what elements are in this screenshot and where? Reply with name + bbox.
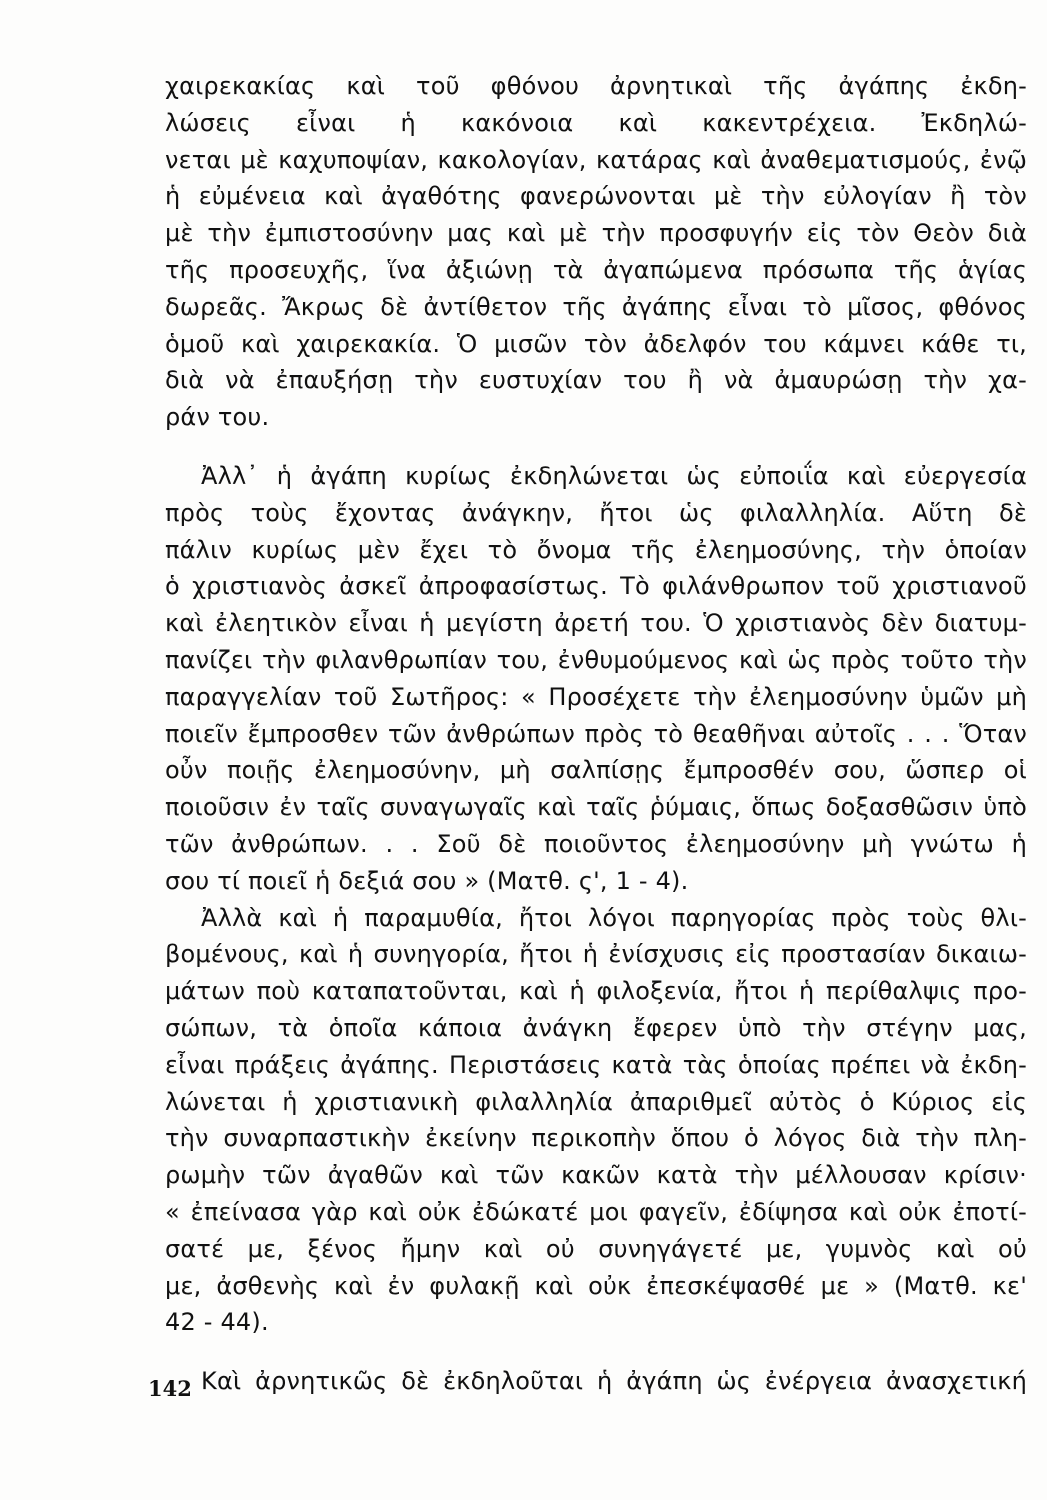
text-line: ποιοῦσιν ἐν ταῖς συναγωγαῖς καὶ ταῖς ῥύμαις, ὅπως δοξασθῶσιν ὑπὸ: [165, 793, 1027, 822]
text-line: διὰ νὰ ἐπαυξήσῃ τὴν ευστυχίαν του ἢ νὰ ἀμαυρώσῃ τὴν χα-: [165, 366, 1027, 395]
text-line: σου τί ποιεῖ ἡ δεξιά σου » (Ματθ. ς', 1 - 4).: [165, 866, 689, 895]
text-line: Ἀλλὰ καὶ ἡ παραμυθία, ἤτοι λόγοι παρηγορίας πρὸς τοὺς θλι-: [201, 903, 1027, 932]
paragraph-gap: [165, 436, 1027, 458]
text-line: ράν του.: [165, 403, 270, 432]
text-line: σώπων, τὰ ὁποῖα κάποια ἀνάγκη ἔφερεν ὑπὸ τὴν στέγην μας,: [165, 1013, 1027, 1042]
body-text: [165, 68, 1027, 1400]
text-line: ὁμοῦ καὶ χαιρεκακία. Ὁ μισῶν τὸν ἀδελφόν του κάμνει κάθε τι,: [165, 329, 1027, 358]
text-line: λώσεις εἶναι ἡ κακόνοια καὶ κακεντρέχεια. Ἐκδηλώ-: [165, 108, 1027, 137]
text-line: εἶναι πράξεις ἀγάπης. Περιστάσεις κατὰ τὰς ὁποίας πρέπει νὰ ἐκδη-: [165, 1050, 1027, 1079]
text-line: Ἀλλ᾽ ἡ ἀγάπη κυρίως ἐκδηλώνεται ὡς εὐποιΐα καὶ εὐεργεσία: [201, 461, 1027, 490]
text-line: ἡ εὐμένεια καὶ ἀγαθότης φανερώνονται μὲ τὴν εὐλογίαν ἢ τὸν: [165, 182, 1027, 211]
page-number: 142: [148, 1376, 192, 1401]
text-line: τὴν συναρπαστικὴν ἐκείνην περικοπὴν ὅπου ὁ λόγος διὰ τὴν πλη-: [165, 1124, 1027, 1153]
text-line: Καὶ ἀρνητικῶς δὲ ἐκδηλοῦται ἡ ἀγάπη ὡς ἐνέργεια ἀνασχετική: [201, 1367, 1027, 1396]
text-line: πρὸς τοὺς ἔχοντας ἀνάγκην, ἤτοι ὡς φιλαλληλία. Αὕτη δὲ: [165, 498, 1027, 527]
text-line: ποιεῖν ἔμπροσθεν τῶν ἀνθρώπων πρὸς τὸ θεαθῆναι αὐτοῖς . . . Ὅταν: [165, 719, 1027, 748]
text-line: με, ἀσθενὴς καὶ ἐν φυλακῇ καὶ οὐκ ἐπεσκέψασθέ με » (Ματθ. κε': [165, 1271, 1027, 1300]
text-line: λώνεται ἡ χριστιανικὴ φιλαλληλία ἀπαριθμεῖ αὐτὸς ὁ Κύριος εἰς: [165, 1087, 1027, 1116]
text-line: πάλιν κυρίως μὲν ἔχει τὸ ὄνομα τῆς ἐλεημοσύνης, τὴν ὁποίαν: [165, 535, 1027, 564]
text-line: σατέ με, ξένος ἤμην καὶ οὐ συνηγάγετέ με, γυμνὸς καὶ οὐ: [165, 1234, 1027, 1263]
text-line: « ἐπείνασα γὰρ καὶ οὐκ ἐδώκατέ μοι φαγεῖν, ἐδίψησα καὶ οὐκ ἐποτί-: [165, 1197, 1027, 1226]
text-line: δωρεᾶς. Ἄκρως δὲ ἀντίθετον τῆς ἀγάπης εἶναι τὸ μῖσος, φθόνος: [165, 292, 1027, 321]
text-line: νεται μὲ καχυποψίαν, κακολογίαν, κατάρας καὶ ἀναθεματισμούς, ἐνῷ: [165, 145, 1027, 174]
text-line: οὖν ποιῇς ἐλεημοσύνην, μὴ σαλπίσῃς ἔμπροσθέν σου, ὥσπερ οἱ: [165, 756, 1027, 785]
text-line: μάτων ποὺ καταπατοῦνται, καὶ ἡ φιλοξενία, ἤτοι ἡ περίθαλψις προ-: [165, 977, 1027, 1006]
text-line: παραγγελίαν τοῦ Σωτῆρος: « Προσέχετε τὴν ἐλεημοσύνην ὑμῶν μὴ: [165, 682, 1027, 711]
text-line: πανίζει τὴν φιλανθρωπίαν του, ἐνθυμούμενος καὶ ὡς πρὸς τοῦτο τὴν: [165, 645, 1027, 674]
text-line: ρωμὴν τῶν ἀγαθῶν καὶ τῶν κακῶν κατὰ τὴν μέλλουσαν κρίσιν·: [165, 1161, 1027, 1190]
text-line: ὁ χριστιανὸς ἀσκεῖ ἀπροφασίστως. Τὸ φιλάνθρωπον τοῦ χριστιανοῦ: [165, 572, 1027, 601]
paragraph-gap: [165, 1341, 1027, 1363]
text-line: τῶν ἀνθρώπων. . . Σοῦ δὲ ποιοῦντος ἐλεημοσύνην μὴ γνώτω ἡ: [165, 829, 1027, 858]
text-line: μὲ τὴν ἐμπιστοσύνην μας καὶ μὲ τὴν προσφυγήν εἰς τὸν Θεὸν διὰ: [165, 219, 1027, 248]
text-line: 42 - 44).: [165, 1308, 269, 1337]
text-line: βομένους, καὶ ἡ συνηγορία, ἤτοι ἡ ἐνίσχυσις εἰς προστασίαν δικαιω-: [165, 940, 1027, 969]
text-line: καὶ ἐλεητικὸν εἶναι ἡ μεγίστη ἀρετή του. Ὁ χριστιανὸς δὲν διατυμ-: [165, 609, 1027, 638]
text-line: τῆς προσευχῆς, ἵνα ἀξιώνῃ τὰ ἀγαπώμενα πρόσωπα τῆς ἁγίας: [165, 255, 1027, 284]
text-line: χαιρεκακίας καὶ τοῦ φθόνου ἀρνητικαὶ τῆς ἀγάπης ἐκδη-: [165, 72, 1027, 100]
